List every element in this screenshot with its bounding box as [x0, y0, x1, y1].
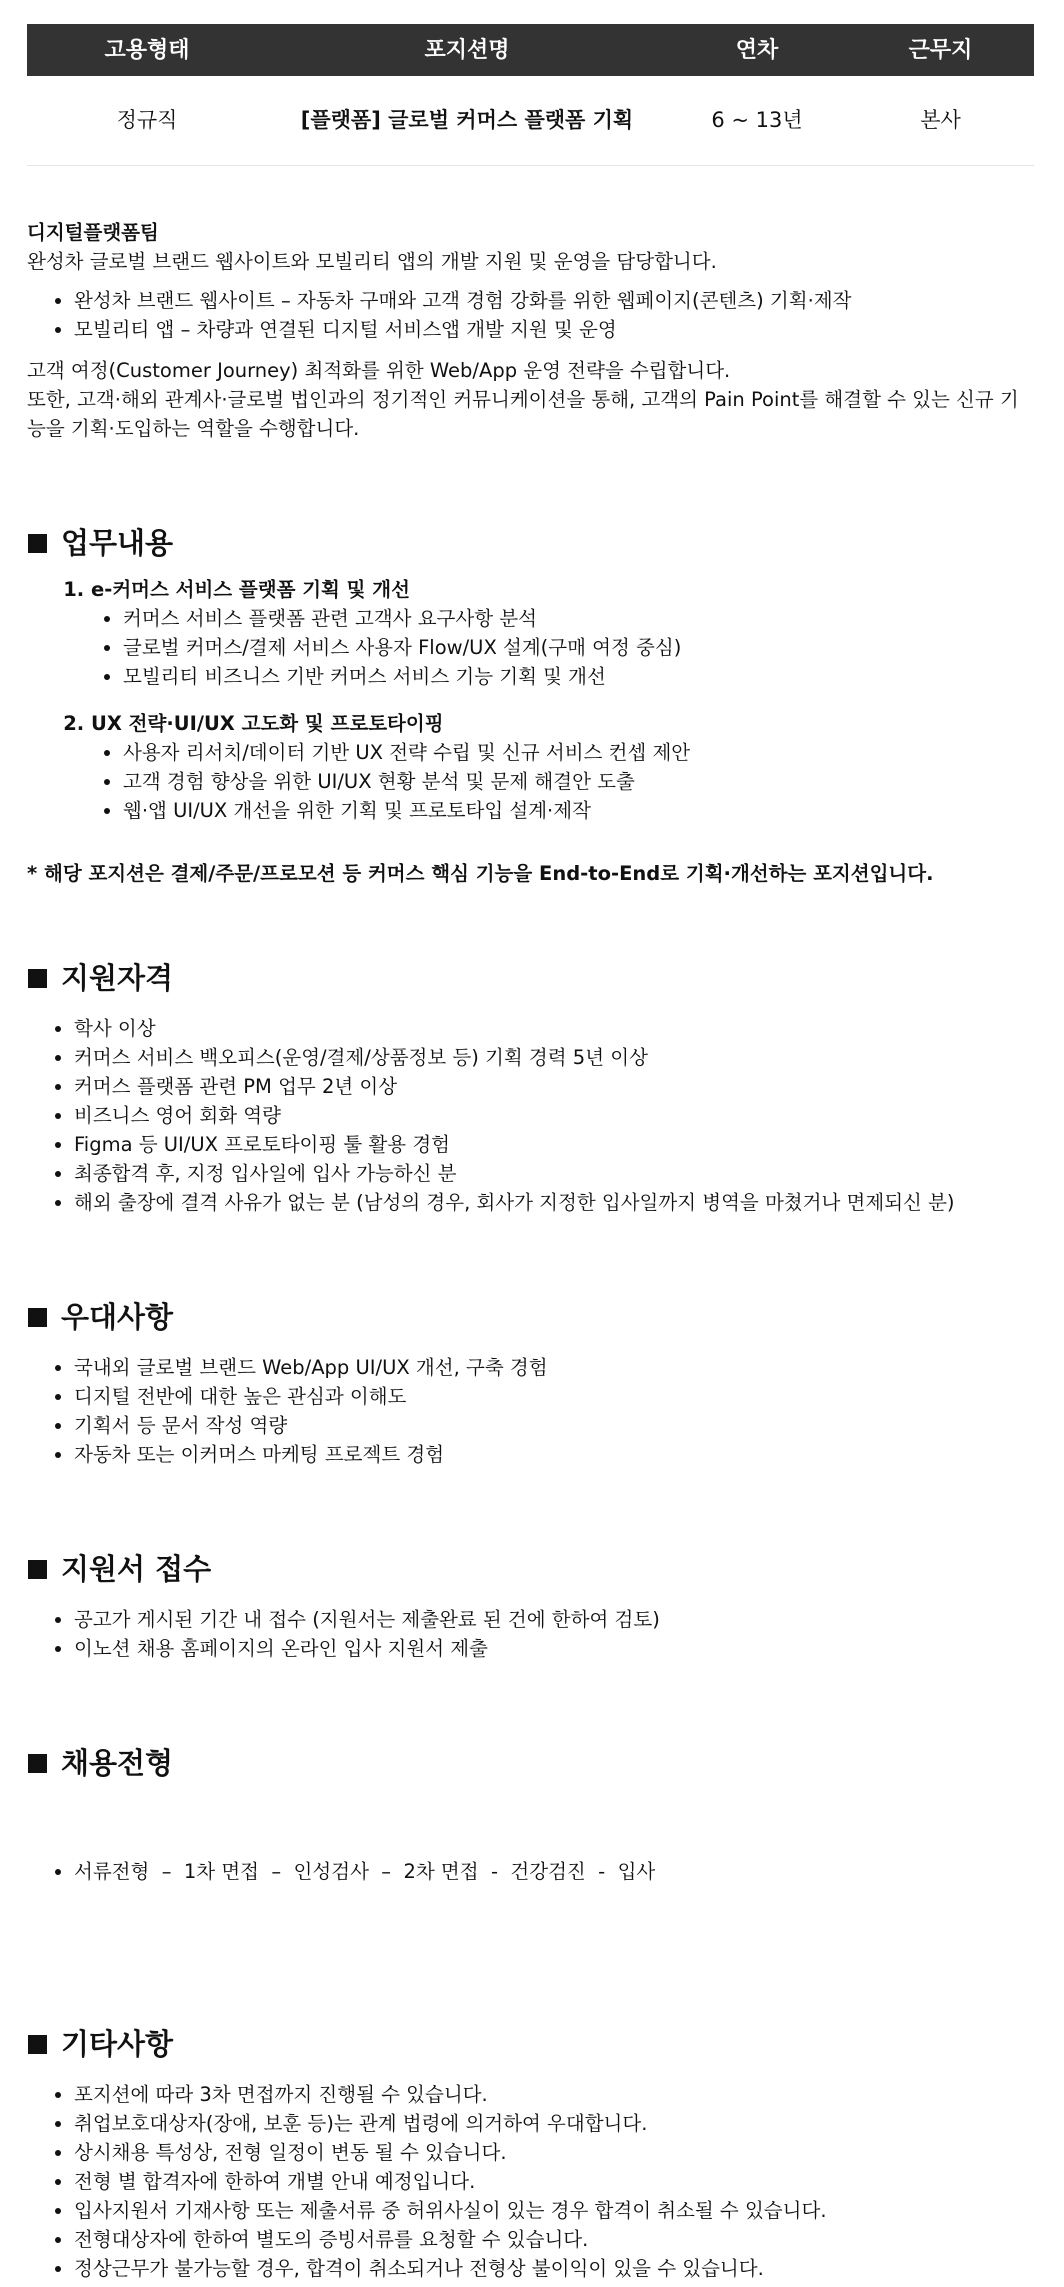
square-bullet-icon	[28, 1754, 47, 1773]
list-item: • 웹·앱 UI/UX 개선을 위한 기획 및 프로토타입 설계·제작	[123, 796, 1037, 825]
process-list	[27, 1799, 1037, 1944]
list-item: • 글로벌 커머스/결제 서비스 사용자 Flow/UX 설계(구매 여정 중심)	[123, 633, 1037, 662]
table-row	[27, 76, 1034, 166]
application-section	[27, 1551, 1037, 1663]
team-description: 완성차 글로벌 브랜드 웹사이트와 모빌리티 앱의 개발 지원 및 운영을 담당합니다.	[27, 250, 717, 273]
list-item: • 커머스 서비스 백오피스(운영/결제/상품정보 등) 기획 경력 5년 이상	[74, 1043, 1037, 1072]
list-item: • 전형 별 합격자에 한하여 개별 안내 예정입니다.	[74, 2167, 1037, 2196]
team-name: 디지털플랫폼팀	[27, 221, 159, 244]
list-item: • 상시채용 특성상, 전형 일정이 변동 될 수 있습니다.	[74, 2138, 1037, 2167]
list-item: • 모빌리티 비즈니스 기반 커머스 서비스 기능 기획 및 개선	[123, 662, 1037, 691]
section-title	[27, 1299, 1037, 1335]
application-list	[27, 1605, 1037, 1663]
position-note: * 해당 포지션은 결제/주문/프로모션 등 커머스 핵심 기능을 End-to-End로 기획·개선하는 포지션입니다.	[27, 862, 934, 885]
list-item: • 국내외 글로벌 브랜드 Web/App UI/UX 개선, 구축 경험	[74, 1353, 1037, 1382]
intro-bullet-list	[27, 286, 1037, 344]
qualifications-section	[27, 960, 1037, 1217]
section-title	[27, 1551, 1037, 1587]
square-bullet-icon	[28, 534, 47, 553]
process-section	[27, 1745, 1037, 1944]
position-table	[27, 24, 1034, 166]
header-position-name: 포지션명	[267, 24, 667, 76]
cell-years: 6 ~ 13년	[667, 76, 847, 166]
list-item: • 커머스 서비스 플랫폼 관련 고객사 요구사항 분석	[123, 604, 1037, 633]
table-header-row	[27, 24, 1034, 76]
cell-location: 본사	[847, 76, 1034, 166]
qualifications-list	[27, 1014, 1037, 1217]
list-item: • Figma 등 UI/UX 프로토타이핑 툴 활용 경험	[74, 1130, 1037, 1159]
list-item: • 입사지원서 기재사항 또는 제출서류 중 허위사실이 있는 경우 합격이 취소될 수 있습니다.	[74, 2196, 1037, 2225]
list-item: • 모빌리티 앱 – 차량과 연결된 디지털 서비스앱 개발 지원 및 운영	[74, 315, 1037, 344]
cell-employment-type: 정규직	[27, 76, 267, 166]
section-title-text: 지원자격	[61, 961, 174, 995]
list-item: • 공고가 게시된 기간 내 접수 (지원서는 제출완료 된 건에 한하여 검토)	[74, 1605, 1037, 1634]
section-title	[27, 960, 1037, 996]
list-item: • 자동차 또는 이커머스 마케팅 프로젝트 경험	[74, 1440, 1037, 1469]
intro-paragraph: 또한, 고객·해외 관계사·글로벌 법인과의 정기적인 커뮤니케이션을 통해, 고객의 Pain Point를 해결할 수 있는 신규 기능을 기획·도입하는 역할을 수행합니다.	[27, 388, 1019, 440]
list-item: • 학사 이상	[74, 1014, 1037, 1043]
duties-list	[27, 575, 1037, 825]
section-title-text: 기타사항	[61, 2027, 174, 2061]
cell-position-name: [플랫폼] 글로벌 커머스 플랫폼 기획	[267, 76, 667, 166]
section-title-text: 지원서 접수	[61, 1552, 212, 1586]
section-title-text: 우대사항	[61, 1300, 174, 1334]
list-item: • 정상근무가 불가능할 경우, 합격이 취소되거나 전형상 불이익이 있을 수 있습니다.	[74, 2254, 1037, 2283]
header-years: 연차	[667, 24, 847, 76]
section-title-text: 채용전형	[61, 1746, 174, 1780]
list-item: • 포지션에 따라 3차 면접까지 진행될 수 있습니다.	[74, 2080, 1037, 2109]
preferred-section	[27, 1299, 1037, 1469]
list-item: • 최종합격 후, 지정 입사일에 입사 가능하신 분	[74, 1159, 1037, 1188]
list-item: • 서류전형 – 1차 면접 – 인성검사 – 2차 면접 - 건강검진 - 입사	[74, 1857, 1037, 1886]
list-item: • 완성차 브랜드 웹사이트 – 자동차 구매와 고객 경험 강화를 위한 웹페이지(콘텐츠) 기획·제작	[74, 286, 1037, 315]
duty-title: e-커머스 서비스 플랫폼 기획 및 개선	[91, 578, 410, 601]
duty-item	[91, 709, 1037, 825]
square-bullet-icon	[28, 2035, 47, 2054]
intro-section	[27, 218, 1037, 443]
header-location: 근무지	[847, 24, 1034, 76]
etc-list	[27, 2080, 1037, 2283]
square-bullet-icon	[28, 1560, 47, 1579]
square-bullet-icon	[28, 1308, 47, 1327]
list-item: • 해외 출장에 결격 사유가 없는 분 (남성의 경우, 회사가 지정한 입사일까지 병역을 마쳤거나 면제되신 분)	[74, 1188, 1037, 1217]
section-title	[27, 525, 1037, 561]
list-item: • 이노션 채용 홈페이지의 온라인 입사 지원서 제출	[74, 1634, 1037, 1663]
etc-section	[27, 2026, 1037, 2283]
list-item: • 비즈니스 영어 회화 역량	[74, 1101, 1037, 1130]
list-item: • 기획서 등 문서 작성 역량	[74, 1411, 1037, 1440]
list-item: • 디지털 전반에 대한 높은 관심과 이해도	[74, 1382, 1037, 1411]
section-title-text: 업무내용	[61, 526, 174, 560]
list-item: • 커머스 플랫폼 관련 PM 업무 2년 이상	[74, 1072, 1037, 1101]
duty-title: UX 전략·UI/UX 고도화 및 프로토타이핑	[91, 712, 444, 735]
list-item: • 취업보호대상자(장애, 보훈 등)는 관계 법령에 의거하여 우대합니다.	[74, 2109, 1037, 2138]
preferred-list	[27, 1353, 1037, 1469]
section-title	[27, 1745, 1037, 1781]
section-title	[27, 2026, 1037, 2062]
duty-item	[91, 575, 1037, 691]
list-item: • 고객 경험 향상을 위한 UI/UX 현황 분석 및 문제 해결안 도출	[123, 767, 1037, 796]
intro-paragraph: 고객 여정(Customer Journey) 최적화를 위한 Web/App 운영 전략을 수립합니다.	[27, 359, 731, 382]
list-item: • 전형대상자에 한하여 별도의 증빙서류를 요청할 수 있습니다.	[74, 2225, 1037, 2254]
header-employment-type: 고용형태	[27, 24, 267, 76]
square-bullet-icon	[28, 969, 47, 988]
list-item: • 사용자 리서치/데이터 기반 UX 전략 수립 및 신규 서비스 컨셉 제안	[123, 738, 1037, 767]
duties-section	[27, 525, 1037, 888]
